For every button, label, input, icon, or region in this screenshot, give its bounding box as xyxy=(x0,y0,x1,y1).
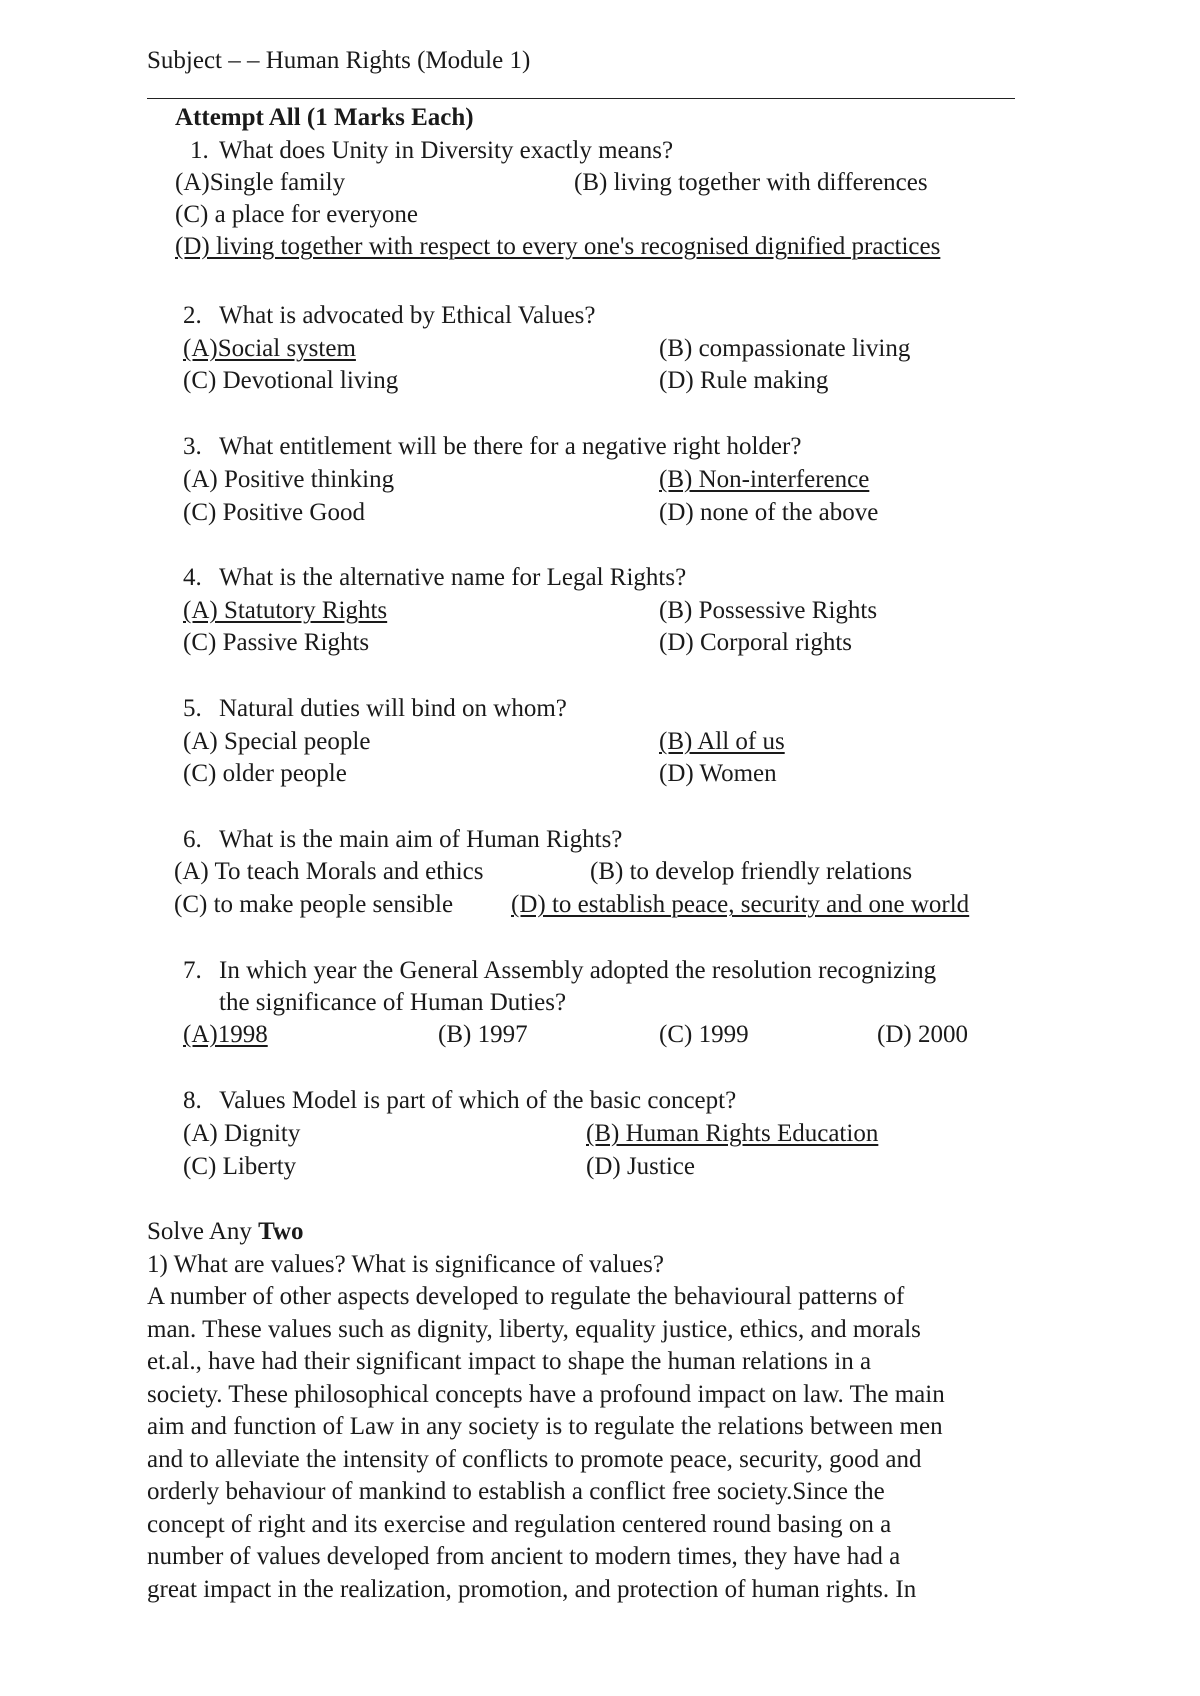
option-c: (C) a place for everyone xyxy=(175,201,418,228)
option-a: (A) Dignity xyxy=(183,1120,301,1147)
question-number: 5. xyxy=(183,695,202,722)
option-d: (D) 2000 xyxy=(877,1021,968,1048)
question-text: Values Model is part of which of the basic concept? xyxy=(219,1087,737,1114)
answer-line: concept of right and its exercise and regulation centered round basing on a xyxy=(147,1511,892,1538)
option-c: (C) Positive Good xyxy=(183,499,365,526)
header-divider xyxy=(147,98,1015,99)
option-a: (A) To teach Morals and ethics xyxy=(174,858,484,885)
question-text: What is advocated by Ethical Values? xyxy=(219,302,596,329)
question-number: 8. xyxy=(183,1087,202,1114)
option-b: (B) compassionate living xyxy=(659,335,911,362)
question-number: 4. xyxy=(183,564,202,591)
answer-line: and to alleviate the intensity of conflicts to promote peace, security, good and xyxy=(147,1446,922,1473)
option-d: (D) none of the above xyxy=(659,499,879,526)
question-number: 1. xyxy=(190,137,209,164)
question-text: In which year the General Assembly adopted the resolution recognizing xyxy=(219,957,937,984)
question-text: What is the main aim of Human Rights? xyxy=(219,826,623,853)
answer-line: orderly behaviour of mankind to establish a conflict free society.Since the xyxy=(147,1478,885,1505)
option-b-correct: (B) Non-interference xyxy=(659,466,870,493)
section-b-question-1: 1) What are values? What is significance of values? xyxy=(147,1251,664,1278)
option-c: (C) older people xyxy=(183,760,347,787)
option-b: (B) Possessive Rights xyxy=(659,597,878,624)
option-d: (D) Corporal rights xyxy=(659,629,853,656)
option-a: (A) Positive thinking xyxy=(183,466,395,493)
option-d-correct: (D) living together with respect to every one's recognised dignified practices xyxy=(175,233,941,260)
section-b-title-bold: Two xyxy=(258,1218,304,1245)
page-header-subject: Subject – – Human Rights (Module 1) xyxy=(147,47,531,74)
option-b: (B) to develop friendly relations xyxy=(590,858,913,885)
option-a: (A)Single family xyxy=(175,169,346,196)
option-b: (B) 1997 xyxy=(438,1021,528,1048)
option-c: (C) Devotional living xyxy=(183,367,399,394)
answer-line: society. These philosophical concepts have a profound impact on law. The main xyxy=(147,1381,945,1408)
option-b-correct: (B) All of us xyxy=(659,728,785,755)
question-number: 2. xyxy=(183,302,202,329)
section-a-title: Attempt All (1 Marks Each) xyxy=(175,104,474,131)
question-text: What entitlement will be there for a negative right holder? xyxy=(219,433,802,460)
answer-line: aim and function of Law in any society is to regulate the relations between men xyxy=(147,1413,943,1440)
question-number: 3. xyxy=(183,433,202,460)
option-c: (C) 1999 xyxy=(659,1021,749,1048)
option-b: (B) living together with differences xyxy=(574,169,928,196)
option-d: (D) Rule making xyxy=(659,367,829,394)
answer-line: man. These values such as dignity, liberty, equality justice, ethics, and morals xyxy=(147,1316,921,1343)
question-text: What is the alternative name for Legal Rights? xyxy=(219,564,687,591)
section-b-title-prefix: Solve Any xyxy=(147,1218,252,1245)
answer-line: great impact in the realization, promotion, and protection of human rights. In xyxy=(147,1576,917,1603)
question-text: Natural duties will bind on whom? xyxy=(219,695,567,722)
option-b-correct: (B) Human Rights Education xyxy=(586,1120,879,1147)
option-a: (A) Special people xyxy=(183,728,371,755)
option-c: (C) to make people sensible xyxy=(174,891,454,918)
option-d: (D) Justice xyxy=(586,1153,695,1180)
option-d-correct: (D) to establish peace, security and one world xyxy=(511,891,970,918)
question-text-continued: the significance of Human Duties? xyxy=(219,989,567,1016)
answer-line: number of values developed from ancient to modern times, they have had a xyxy=(147,1543,901,1570)
answer-line: A number of other aspects developed to regulate the behavioural patterns of xyxy=(147,1283,905,1310)
option-c: (C) Passive Rights xyxy=(183,629,370,656)
answer-line: et.al., have had their significant impact to shape the human relations in a xyxy=(147,1348,872,1375)
option-a-correct: (A) Statutory Rights xyxy=(183,597,388,624)
option-a-correct: (A)Social system xyxy=(183,335,356,362)
option-d: (D) Women xyxy=(659,760,777,787)
question-number: 7. xyxy=(183,957,202,984)
option-a-correct: (A)1998 xyxy=(183,1021,268,1048)
question-text: What does Unity in Diversity exactly means? xyxy=(219,137,674,164)
section-b-title xyxy=(147,1217,304,1247)
option-c: (C) Liberty xyxy=(183,1153,297,1180)
question-number: 6. xyxy=(183,826,202,853)
